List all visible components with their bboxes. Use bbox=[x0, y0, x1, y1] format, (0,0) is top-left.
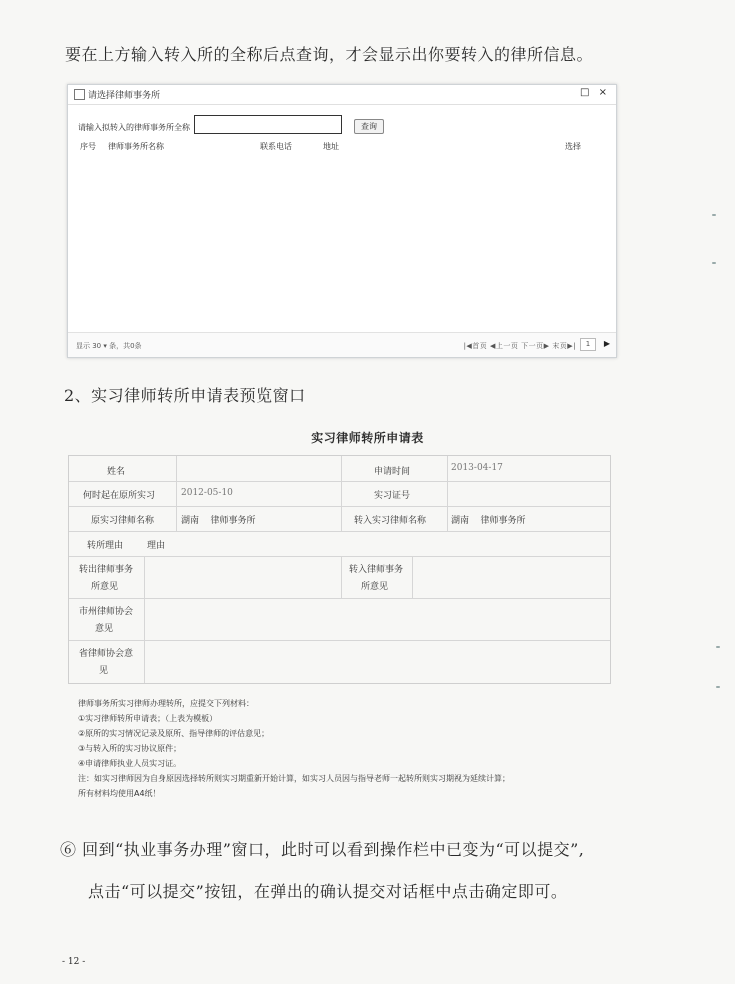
pagination-links[interactable]: |◀首页 ◀上一页 下一页▶ 末页▶| bbox=[463, 342, 576, 350]
step6-paragraph-line1: ⑥ 回到“执业事务办理”窗口，此时可以看到操作栏中已变为“可以提交”, bbox=[60, 840, 585, 859]
dialog-pager bbox=[68, 332, 616, 357]
page-size-select[interactable]: 显示 30 ▾ 条，共0条 bbox=[76, 342, 142, 350]
city-association-opinion-label-2: 意见 bbox=[95, 624, 114, 634]
start-date-label: 何时起在原所实习 bbox=[83, 491, 156, 501]
query-button[interactable]: 查询 bbox=[354, 119, 384, 134]
in-firm-opinion-label: 转入律师事务 bbox=[349, 565, 404, 575]
dialog-titlebar bbox=[68, 85, 616, 105]
column-header-select: 选择 bbox=[565, 142, 581, 151]
dialog-title: 请选择律师事务所 bbox=[88, 91, 161, 101]
scan-mark bbox=[716, 686, 720, 688]
column-header-firm-name: 律师事务所名称 bbox=[108, 142, 164, 151]
province-association-opinion-label: 省律师协会意 bbox=[79, 649, 134, 659]
in-firm-opinion-label-2: 所意见 bbox=[361, 582, 389, 592]
notes-line: ④申请律师执业人员实习证。 bbox=[78, 759, 182, 768]
page-number: - 12 - bbox=[62, 957, 86, 967]
go-icon[interactable]: ▶ bbox=[603, 339, 610, 348]
required-materials-notes bbox=[78, 696, 510, 801]
select-law-firm-dialog bbox=[67, 84, 617, 358]
window-controls-icon[interactable]: □ × bbox=[579, 87, 610, 98]
page-number-input[interactable]: 1 bbox=[580, 338, 596, 351]
notes-line: ②原所的实习情况记录及原所、指导律师的评估意见； bbox=[78, 729, 270, 738]
notes-line: 律师事务所实习律师办理转所，应提交下列材料： bbox=[78, 699, 254, 708]
step6-paragraph-line2: 点击“可以提交”按钮，在弹出的确认提交对话框中点击确定即可。 bbox=[88, 882, 568, 901]
apply-time-label: 申请时间 bbox=[374, 467, 411, 477]
out-firm-opinion-label-2: 所意见 bbox=[91, 582, 119, 592]
name-label: 姓名 bbox=[107, 467, 126, 477]
city-association-opinion-label: 市州律师协会 bbox=[79, 607, 134, 617]
column-header-address: 地址 bbox=[323, 142, 339, 151]
out-firm-opinion-label: 转出律师事务 bbox=[79, 565, 134, 575]
firm-name-input[interactable] bbox=[194, 115, 342, 134]
search-label: 请输入拟转入的律师事务所全称 bbox=[78, 123, 190, 132]
notes-line: ①实习律师转所申请表；（上表为模板） bbox=[78, 714, 218, 723]
province-association-opinion-label-2: 见 bbox=[99, 666, 109, 676]
start-date-value: 2012-05-10 bbox=[181, 488, 233, 498]
form-title: 实习律师转所申请表 bbox=[311, 431, 424, 445]
apply-time-value: 2013-04-17 bbox=[451, 463, 503, 473]
scan-mark bbox=[712, 214, 716, 216]
reason-label: 转所理由 bbox=[87, 541, 124, 551]
intro-paragraph: 要在上方输入转入所的全称后点查询，才会显示出你要转入的律所信息。 bbox=[65, 45, 594, 64]
cert-number-label: 实习证号 bbox=[374, 491, 411, 501]
scan-mark bbox=[712, 262, 716, 264]
transfer-application-form bbox=[68, 455, 611, 684]
notes-line: ③与转入所的实习协议原件； bbox=[78, 744, 182, 753]
target-firm-label: 转入实习律师名称 bbox=[354, 516, 427, 526]
notes-line: 所有材料均使用A4纸！ bbox=[78, 789, 161, 798]
scan-mark bbox=[716, 646, 720, 648]
notes-line: 注：如实习律师因为自身原因选择转所则实习期重新开始计算，如实习人员因与指导老师一起转所则实习期视为延续计算； bbox=[78, 774, 510, 783]
section-heading: 2、实习律师转所申请表预览窗口 bbox=[64, 386, 306, 405]
target-firm-value: 湖南 律师事务所 bbox=[451, 516, 526, 526]
original-firm-value: 湖南 律师事务所 bbox=[181, 516, 256, 526]
column-header-index: 序号 bbox=[80, 142, 96, 151]
dialog-icon bbox=[74, 89, 85, 100]
column-header-phone: 联系电话 bbox=[260, 142, 292, 151]
original-firm-label: 原实习律师名称 bbox=[91, 516, 155, 526]
reason-value: 理由 bbox=[147, 541, 166, 551]
